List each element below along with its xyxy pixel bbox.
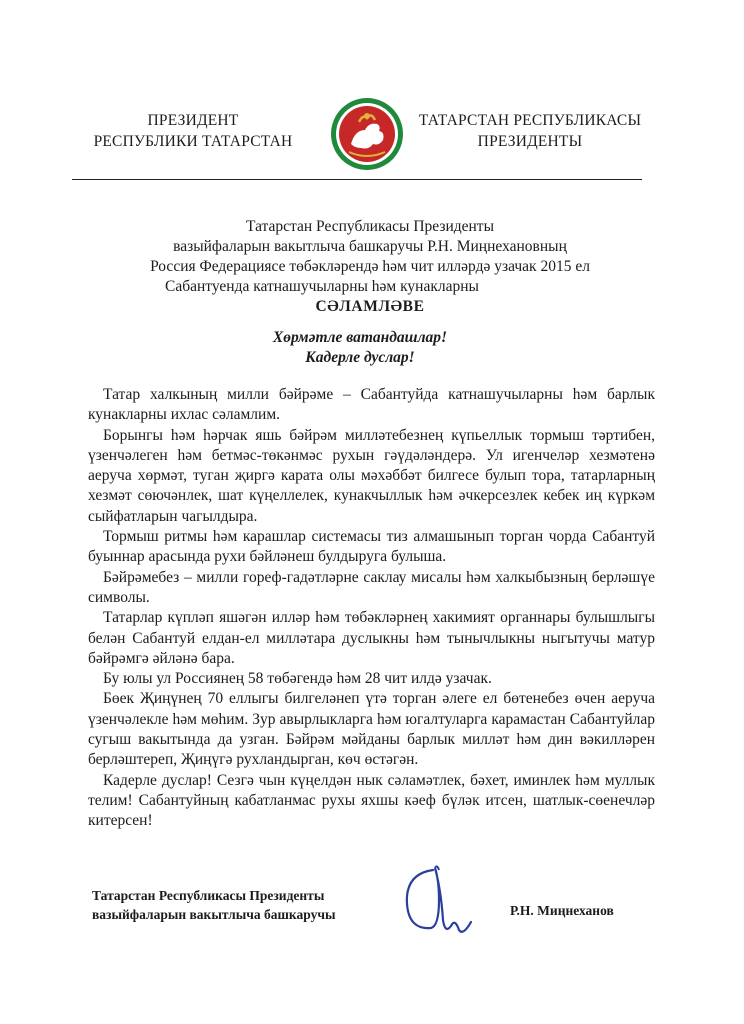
position-line2: вазыйфаларын вакытлыча башкаручы xyxy=(92,907,336,922)
signatory-position xyxy=(92,886,335,924)
header-right-line1: ТАТАРСТАН РЕСПУБЛИКАСЫ xyxy=(418,112,642,129)
paragraph: Бу юлы ул Россиянең 58 төбәгендә һәм 28 чит илдә узачак. xyxy=(103,670,492,688)
header-left-line1: ПРЕЗИДЕНТ xyxy=(147,112,239,129)
paragraph: Борынгы һәм һәрчак яшь бәйрәм милләтебезнең күпьеллык тормыш тәртибен, үзенчәлеген һәм бетмәс-төкәнмәс рухын гәүдәләндерә. Ул игенчеләр хезмәтенә аеруча хөрмәт, туган җиргә карата олы мәхәббәт билгесе булып тора, татарларның хезмәт сөючәнлек, шат күңеллелек, кунакчыллык һәм әчкерсезлек кебек иң күркәм сыйфатларын чагылдыра. xyxy=(88,426,655,525)
header-right-block xyxy=(410,110,650,152)
header-right-line2: ПРЕЗИДЕНТЫ xyxy=(477,133,583,150)
intro-block xyxy=(90,217,650,317)
intro-line2: вазыйфаларын вакытлыча башкаручы Р.Н. Миңнехановның xyxy=(173,238,567,255)
paragraph: Бөек Җиңүнең 70 еллыгы билгеләнеп үтә торган әлеге ел бөтенебез өчен аеруча үзенчәлекле һәм мөһим. Зур авырлыкларга һәм югалтуларга карамастан Сабантуйлар сугыш вакытында да узган. Бәйрәм мәйданы барлык милләт һәм дин вәкилләрен берләштереп, Җиңүгә рухландырган, көч өстәгән. xyxy=(88,690,655,769)
position-line1: Татарстан Республикасы Президенты xyxy=(92,888,325,903)
signatory-name: Р.Н. Миңнеханов xyxy=(510,903,614,918)
salutation-line2: Кадерле дуслар! xyxy=(305,349,415,366)
header-left-block xyxy=(88,110,298,152)
letter-body xyxy=(88,385,655,832)
intro-line3: Россия Федерациясе төбәкләрендә һәм чит илләрдә узачак 2015 ел xyxy=(150,258,590,275)
header-divider xyxy=(72,179,642,180)
paragraph: Тормыш ритмы һәм карашлар системасы тиз алмашынып торган чорда Сабантуй буыннар арасында рухи бәйләнеш булдыруга булыша. xyxy=(88,528,655,566)
signature-icon xyxy=(395,860,505,940)
header-left-line2: РЕСПУБЛИКИ ТАТАРСТАН xyxy=(93,133,293,150)
paragraph: Татарлар күпләп яшәгән илләр һәм төбәкләрнең хакимият органнары булышлыгы белән Сабантуй елдан-ел милләтара дуслыкны һәм тынычлыкны ныгытучы матур бәйрәмгә әйләнә бара. xyxy=(88,609,655,667)
document-title: СӘЛАМЛӘВЕ xyxy=(315,298,425,315)
paragraph: Кадерле дуслар! Сезгә чын күңелдән нык сәламәтлек, бәхет, иминлек һәм муллык телим! Сабантуйның кабатланмас рухы яхшы кәеф бүләк итсен, шатлык-сөенечләр китерсен! xyxy=(88,771,655,830)
intro-line4: Сабантуенда катнашучыларны һәм кунакларны xyxy=(165,278,479,295)
paragraph: Татар халкының милли бәйрәме – Сабантуйда катнашучыларны һәм барлык кунакларны ихлас сәламлим. xyxy=(88,386,655,424)
intro-line1: Татарстан Республикасы Президенты xyxy=(246,218,494,235)
salutation-line1: Хөрмәтле ватандашлар! xyxy=(272,329,448,346)
coat-of-arms-icon xyxy=(329,96,405,172)
salutation xyxy=(100,328,620,368)
paragraph: Бәйрәмебез – милли гореф-гадәтләрне саклау мисалы һәм халкыбызның берләшүе символы. xyxy=(88,568,655,606)
